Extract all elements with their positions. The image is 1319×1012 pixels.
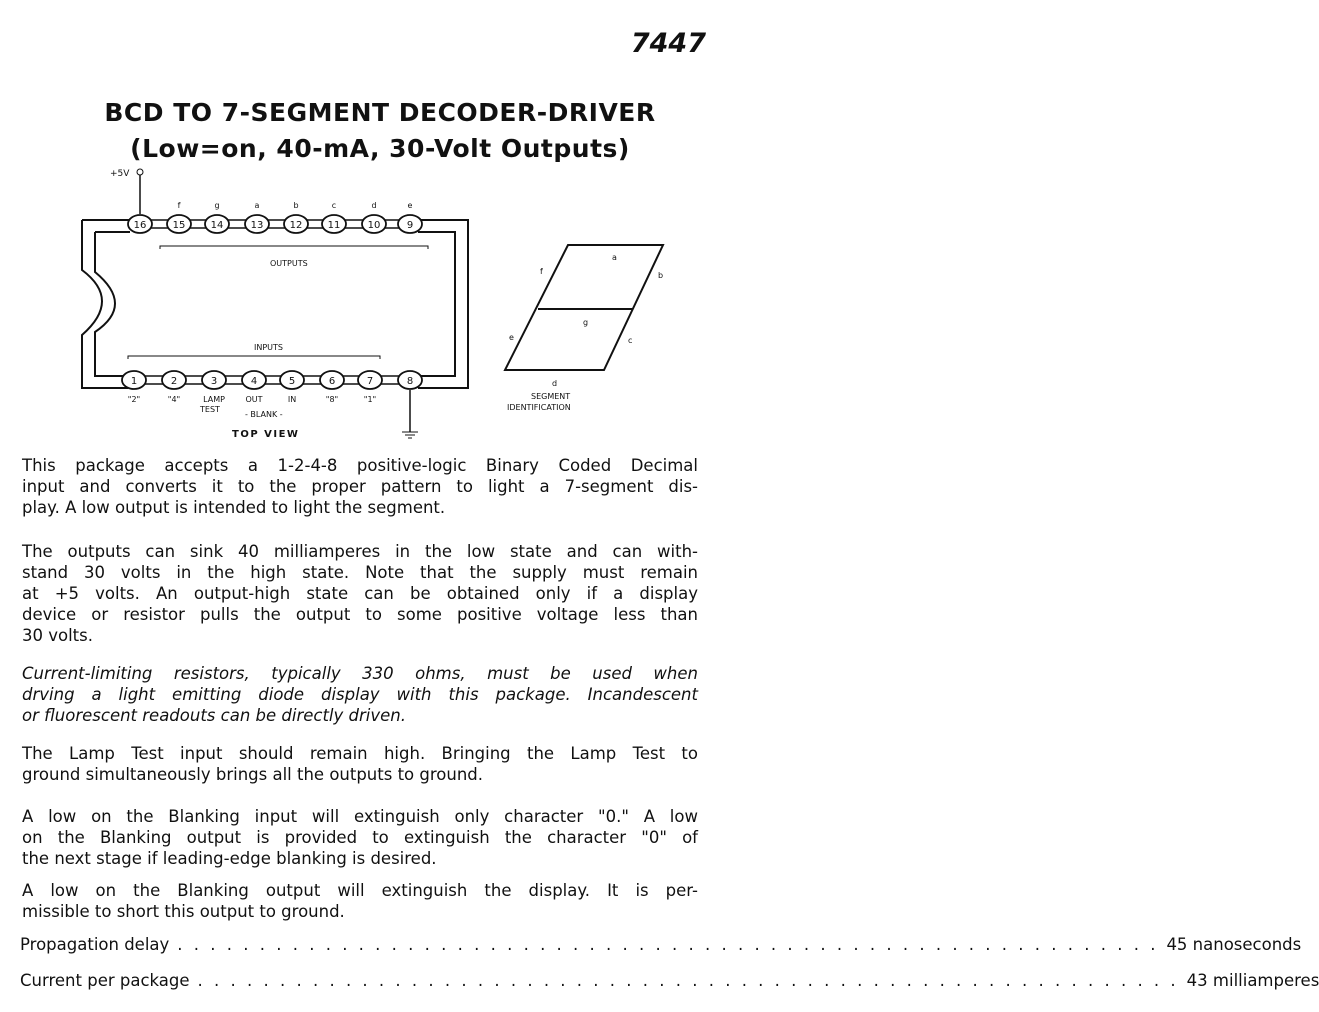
segment-identification <box>505 245 663 412</box>
text-line: on the Blanking output is provided to extinguish the character "0" of <box>22 828 698 847</box>
pin-10 <box>362 201 386 233</box>
pin-label: "8" <box>325 395 339 404</box>
svg-text:10: 10 <box>367 220 381 231</box>
text-line: 30 volts. <box>22 626 93 645</box>
pin-label: d <box>371 201 377 210</box>
inputs-label: INPUTS <box>254 343 283 352</box>
pin-8 <box>398 371 422 389</box>
svg-text:g: g <box>583 318 589 327</box>
pin-label: OUT <box>245 395 263 404</box>
text-line: The outputs can sink 40 milliamperes in the low state and can with- <box>22 542 698 561</box>
pin-label: f <box>177 201 181 210</box>
paragraph-3 <box>22 663 698 726</box>
svg-text:7: 7 <box>366 376 374 387</box>
leader-dots: . . . . . . . . . . . . . . . . . . . . . . . . . . . . . . . . . . . . . . . . . . . . . . . . . . . . . . . . . . . . <box>197 971 1179 990</box>
svg-text:8: 8 <box>406 376 414 387</box>
paragraph-6 <box>22 880 698 922</box>
text-line: or fluorescent readouts can be directly driven. <box>22 706 406 725</box>
pin-label: IN <box>287 395 297 404</box>
pin-label: b <box>293 201 299 210</box>
pin-label: g <box>214 201 220 210</box>
svg-text:3: 3 <box>210 376 218 387</box>
text-line: at +5 volts. An output-high state can be obtained only if a display <box>22 584 698 603</box>
pin-9 <box>398 201 422 233</box>
paragraph-2 <box>22 541 698 646</box>
spec-row <box>20 935 1302 954</box>
spec-value: 45 nanoseconds <box>1166 935 1302 954</box>
svg-text:16: 16 <box>133 220 147 231</box>
pin-label: a <box>254 201 260 210</box>
text-line: play. A low output is intended to light the segment. <box>22 498 446 517</box>
pin-16 <box>128 215 152 233</box>
pin-label: e <box>407 201 413 210</box>
svg-text:14: 14 <box>210 220 224 231</box>
pin-4 <box>242 371 266 404</box>
svg-text:9: 9 <box>406 220 414 231</box>
svg-text:c: c <box>628 336 633 345</box>
svg-text:b: b <box>658 271 664 280</box>
paragraph-1 <box>22 455 698 518</box>
svg-text:2: 2 <box>170 376 178 387</box>
text-line: This package accepts a 1-2-4-8 positive-logic Binary Coded Decimal <box>22 456 698 475</box>
pin-6 <box>320 371 344 404</box>
svg-text:f: f <box>540 267 543 276</box>
text-line: stand 30 volts in the high state. Note that the supply must remain <box>22 563 698 582</box>
text-line: device or resistor pulls the output to some positive voltage less than <box>22 605 698 624</box>
pin-12 <box>284 201 308 233</box>
text-line: A low on the Blanking input will extinguish only character "0." A low <box>22 807 698 826</box>
text-line: ground simultaneously brings all the outputs to ground. <box>22 765 484 784</box>
pin-label: LAMP <box>203 395 225 404</box>
svg-text:12: 12 <box>289 220 303 231</box>
svg-text:6: 6 <box>328 376 336 387</box>
svg-text:1: 1 <box>130 376 138 387</box>
svg-text:4: 4 <box>250 376 258 387</box>
pin-2 <box>162 371 186 404</box>
title-line-1: BCD TO 7-SEGMENT DECODER-DRIVER <box>104 98 656 127</box>
top-view-label: TOP VIEW <box>232 429 300 440</box>
pin-11 <box>322 201 346 233</box>
svg-text:e: e <box>509 333 514 342</box>
ground-icon <box>402 432 418 438</box>
paragraph-5 <box>22 806 698 869</box>
spec-value: 43 milliamperes <box>1186 971 1319 990</box>
supply-label: +5V <box>110 169 130 179</box>
svg-text:5: 5 <box>288 376 296 387</box>
spec-label: Propagation delay <box>20 935 170 954</box>
paragraph-4 <box>22 743 698 785</box>
pin-label: "4" <box>167 395 181 404</box>
package-outline <box>82 220 468 388</box>
segment-caption-2: IDENTIFICATION <box>507 403 571 412</box>
text-line: The Lamp Test input should remain high. Bringing the Lamp Test to <box>22 744 698 763</box>
text-line: missible to short this output to ground. <box>22 902 345 921</box>
text-line: Current-limiting resistors, typically 330 ohms, must be used when <box>22 664 698 683</box>
svg-text:a: a <box>612 253 617 262</box>
pin-13 <box>245 201 269 233</box>
title-line-2: (Low=on, 40-mA, 30-Volt Outputs) <box>130 134 630 163</box>
pinout-diagram <box>0 0 720 450</box>
text-line: the next stage if leading-edge blanking is desired. <box>22 849 437 868</box>
text-line: A low on the Blanking output will extinguish the display. It is per- <box>22 881 698 900</box>
svg-text:13: 13 <box>250 220 264 231</box>
svg-text:d: d <box>552 379 558 388</box>
part-number: 7447 <box>630 28 706 59</box>
blank-label: - BLANK - <box>245 410 283 419</box>
text-line: input and converts it to the proper pattern to light a 7-segment dis- <box>22 477 698 496</box>
outputs-label: OUTPUTS <box>270 259 308 268</box>
spec-row <box>20 971 1319 990</box>
supply-terminal-icon <box>137 169 143 175</box>
pin-14 <box>205 201 229 233</box>
pin-15 <box>167 201 191 233</box>
svg-text:15: 15 <box>172 220 186 231</box>
svg-text:11: 11 <box>327 220 341 231</box>
leader-dots: . . . . . . . . . . . . . . . . . . . . . . . . . . . . . . . . . . . . . . . . . . . . . . . . . . . . . . . . . . . . <box>177 935 1159 954</box>
lamp-test-label-2: TEST <box>200 405 220 414</box>
pin-label: c <box>331 201 337 210</box>
spec-label: Current per package <box>20 971 190 990</box>
text-line: drving a light emitting diode display with this package. Incandescent <box>22 685 698 704</box>
pin-5 <box>280 371 304 404</box>
pin-label: "2" <box>127 395 141 404</box>
pin-3 <box>202 371 226 404</box>
pin-label: "1" <box>363 395 377 404</box>
pin-1 <box>122 371 146 404</box>
pin-7 <box>358 371 382 404</box>
segment-caption: SEGMENT <box>531 392 571 401</box>
